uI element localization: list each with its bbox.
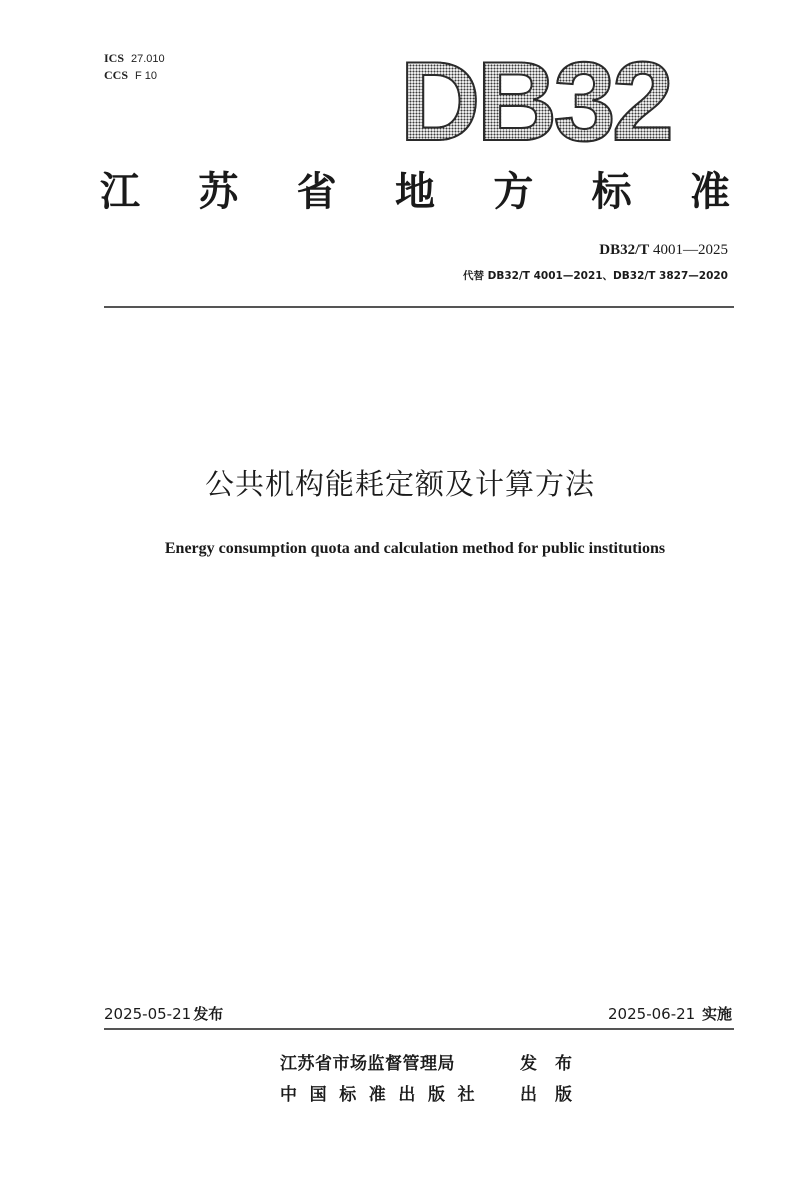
standard-type-heading [100, 168, 730, 216]
publisher-name: 江苏省市场监督管理局 [280, 1054, 455, 1074]
heading-char: 江 [100, 169, 140, 215]
implementation-date [608, 1004, 732, 1024]
heading-char: 准 [689, 169, 730, 215]
publisher-role: 出版 [520, 1085, 590, 1105]
publisher-name: 中国标准出版社 [280, 1085, 488, 1105]
ics-value: 27.010 [131, 53, 165, 65]
db32-logo: DB32 [399, 39, 670, 164]
implementation-date-value: 2025-06-21 [608, 1005, 696, 1023]
standard-number-prefix: DB32/T [599, 242, 650, 258]
ccs-code [104, 67, 165, 84]
ics-label: ICS [104, 51, 125, 65]
heading-char: 地 [394, 169, 435, 215]
top-divider [104, 306, 734, 308]
ccs-value: F 10 [135, 70, 158, 82]
heading-char: 方 [493, 169, 534, 215]
heading-char: 苏 [198, 169, 239, 215]
classification-codes [104, 50, 165, 84]
standard-number [599, 240, 728, 260]
chinese-title: 公共机构能耗定额及计算方法 [204, 467, 595, 501]
standard-number-value: 4001—2025 [649, 242, 728, 258]
replaces-note: 代替 DB32/T 4001—2021、DB32/T 3827—2020 [462, 270, 728, 282]
issue-date-suffix: 发布 [193, 1005, 224, 1023]
ccs-label: CCS [104, 68, 129, 82]
implementation-date-suffix: 实施 [701, 1005, 732, 1023]
ics-code [104, 50, 165, 67]
heading-char: 省 [296, 169, 337, 215]
heading-char: 标 [591, 169, 632, 215]
bottom-divider [104, 1028, 734, 1030]
issue-date-value: 2025-05-21 [104, 1005, 192, 1023]
publisher-role: 发布 [520, 1054, 590, 1074]
issue-date [104, 1004, 223, 1024]
english-title: Energy consumption quota and calculation method for public institutions [164, 540, 666, 557]
